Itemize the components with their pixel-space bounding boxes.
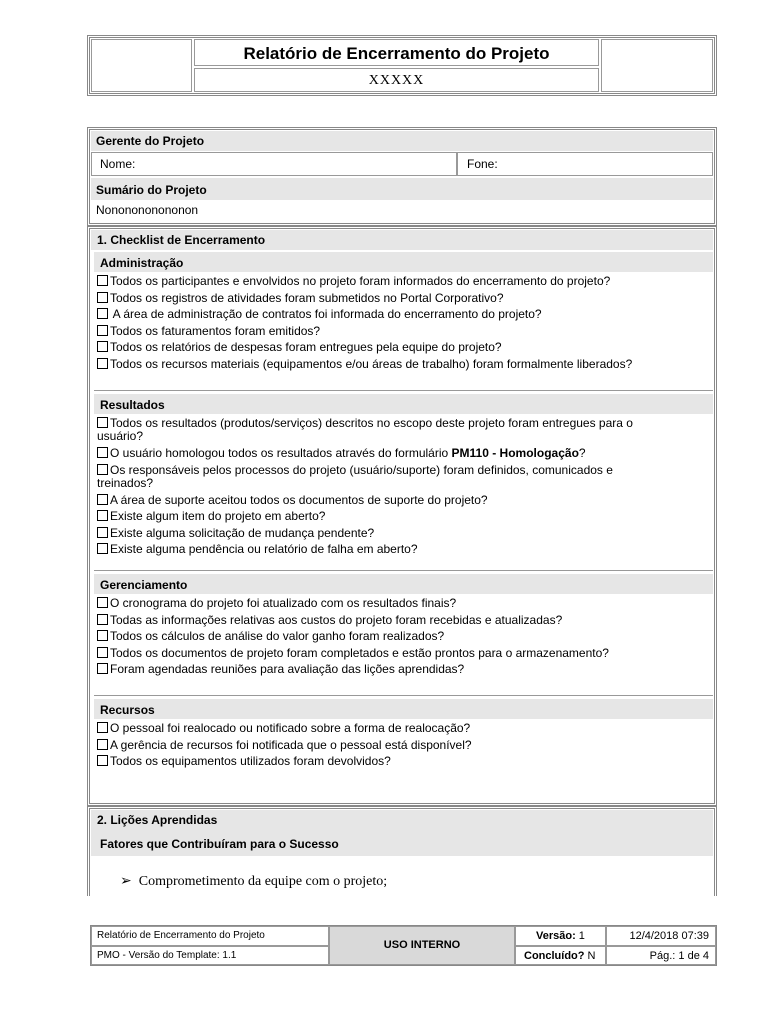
list-item: O usuário homologou todos os resultados através do formulário PM110 - Homologação? bbox=[97, 446, 586, 460]
list-item: Existe alguma solicitação de mudança pendente? bbox=[97, 526, 374, 540]
checkbox[interactable] bbox=[97, 358, 108, 369]
list-item: Todos os participantes e envolvidos no projeto foram informados do encerramento do projeto? bbox=[97, 274, 610, 288]
list-item: A gerência de recursos foi notificada que o pessoal está disponível? bbox=[97, 738, 472, 752]
list-item: Todos os registros de atividades foram submetidos no Portal Corporativo? bbox=[97, 291, 504, 305]
checkbox[interactable] bbox=[97, 722, 108, 733]
checkbox[interactable] bbox=[97, 630, 108, 641]
checkbox[interactable] bbox=[97, 739, 108, 750]
list-item: Todos os resultados (produtos/serviços) descritos no escopo deste projeto foram entregues para o bbox=[97, 416, 633, 430]
results-divider bbox=[94, 570, 713, 572]
list-item-continuation: usuário? bbox=[97, 429, 144, 443]
checkbox[interactable] bbox=[97, 647, 108, 658]
document-title: Relatório de Encerramento do Projeto bbox=[194, 39, 599, 66]
list-item: Todos os equipamentos utilizados foram devolvidos? bbox=[97, 754, 391, 768]
footer-datetime: 12/4/2018 07:39 bbox=[606, 926, 716, 946]
manager-phone-field: Fone: bbox=[457, 152, 713, 176]
document-code: XXXXX bbox=[194, 68, 599, 92]
list-item: Existe algum item do projeto em aberto? bbox=[97, 509, 325, 523]
checkbox[interactable] bbox=[97, 755, 108, 766]
list-item-continuation: treinados? bbox=[97, 476, 154, 490]
checkbox[interactable] bbox=[97, 543, 108, 554]
checkbox[interactable] bbox=[97, 597, 108, 608]
footer-version: Versão: 1 bbox=[515, 926, 606, 946]
checkbox[interactable] bbox=[97, 494, 108, 505]
manager-name-field: Nome: bbox=[91, 152, 457, 176]
resources-heading: Recursos bbox=[94, 699, 713, 719]
list-item: Todos os documentos de projeto foram completados e estão prontos para o armazenamento? bbox=[97, 646, 609, 660]
list-item: Todas as informações relativas aos custos do projeto foram recebidas e atualizadas? bbox=[97, 613, 562, 627]
checkbox[interactable] bbox=[97, 663, 108, 674]
checkbox[interactable] bbox=[97, 447, 108, 458]
list-item: Os responsáveis pelos processos do projeto (usuário/suporte) foram definidos, comunicados e bbox=[97, 463, 613, 477]
admin-heading: Administração bbox=[94, 252, 713, 272]
management-divider bbox=[94, 695, 713, 697]
summary-text: Nononononononon bbox=[96, 203, 199, 217]
list-item: O pessoal foi realocado ou notificado sobre a forma de realocação? bbox=[97, 721, 470, 735]
list-item: Existe alguma pendência ou relatório de falha em aberto? bbox=[97, 542, 418, 556]
footer-page-number: Pág.: 1 de 4 bbox=[606, 946, 716, 965]
header-logo-right bbox=[601, 39, 713, 92]
lessons-heading: 2. Lições Aprendidas bbox=[91, 810, 713, 856]
checkbox[interactable] bbox=[97, 325, 108, 336]
footer-classification: USO INTERNO bbox=[329, 926, 515, 965]
list-item: O cronograma do projeto foi atualizado com os resultados finais? bbox=[97, 596, 456, 610]
checklist-heading: 1. Checklist de Encerramento bbox=[91, 230, 713, 250]
list-item: A área de suporte aceitou todos os documentos de suporte do projeto? bbox=[97, 493, 488, 507]
checkbox[interactable] bbox=[97, 510, 108, 521]
list-item: Foram agendadas reuniões para avaliação das lições aprendidas? bbox=[97, 662, 464, 676]
checkbox[interactable] bbox=[97, 527, 108, 538]
checkbox[interactable] bbox=[97, 275, 108, 286]
checkbox[interactable] bbox=[97, 417, 108, 428]
list-item: Todos os faturamentos foram emitidos? bbox=[97, 324, 320, 338]
summary-heading: Sumário do Projeto bbox=[91, 178, 713, 200]
lessons-bullet-item: ➢ Comprometimento da equipe com o projeto; bbox=[120, 874, 388, 889]
results-heading: Resultados bbox=[94, 394, 713, 414]
footer-template-version: PMO - Versão do Template: 1.1 bbox=[91, 946, 329, 965]
checkbox[interactable] bbox=[97, 464, 108, 475]
header-logo-left bbox=[91, 39, 192, 92]
checkbox[interactable] bbox=[97, 292, 108, 303]
list-item: A área de administração de contratos foi informada do encerramento do projeto? bbox=[97, 307, 542, 321]
admin-divider bbox=[94, 390, 713, 392]
manager-heading: Gerente do Projeto bbox=[91, 131, 713, 151]
list-item: Todos os relatórios de despesas foram entregues pela equipe do projeto? bbox=[97, 340, 502, 354]
checkbox[interactable] bbox=[97, 308, 108, 319]
form-reference: PM110 - Homologação bbox=[451, 446, 579, 460]
footer-concluded: Concluído? N bbox=[515, 946, 606, 965]
success-factors-heading: Fatores que Contribuíram para o Sucesso bbox=[94, 833, 713, 855]
arrow-bullet-icon: ➢ bbox=[120, 874, 132, 889]
checkbox[interactable] bbox=[97, 341, 108, 352]
list-item: Todos os recursos materiais (equipamentos e/ou áreas de trabalho) foram formalmente liberados? bbox=[97, 357, 632, 371]
management-heading: Gerenciamento bbox=[94, 574, 713, 594]
footer-doc-title: Relatório de Encerramento do Projeto bbox=[91, 926, 329, 946]
list-item: Todos os cálculos de análise do valor ganho foram realizados? bbox=[97, 629, 444, 643]
checkbox[interactable] bbox=[97, 614, 108, 625]
